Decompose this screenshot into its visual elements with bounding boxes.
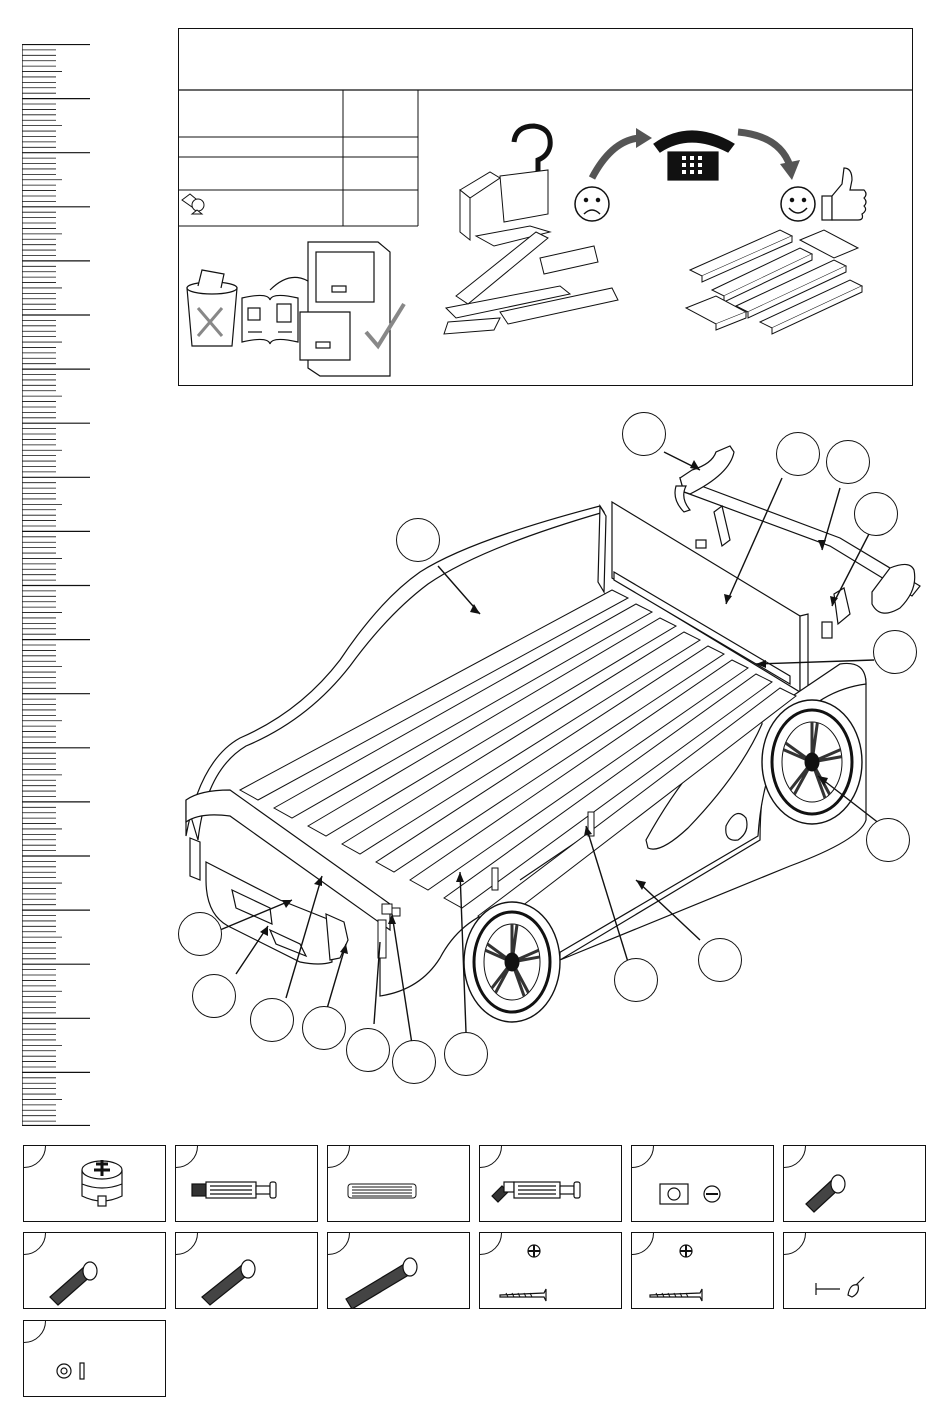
callout-13 — [250, 998, 294, 1042]
cam-lock-icon — [24, 1146, 166, 1222]
callout-5 — [873, 630, 917, 674]
hardware-angled-cam-bolt — [479, 1145, 622, 1222]
hardware-long-screw — [631, 1232, 774, 1309]
callout-2 — [776, 432, 820, 476]
wood-dowel-icon — [328, 1146, 470, 1222]
hardware-long-dowel — [175, 1232, 318, 1309]
hardware-cover-cap — [631, 1145, 774, 1222]
long-screw-icon — [632, 1233, 774, 1309]
short-screw-icon — [480, 1233, 622, 1309]
hardware-extra-long-dowel — [327, 1232, 470, 1309]
callout-8 — [614, 958, 658, 1002]
front-wheel — [464, 902, 560, 1022]
long-dowel-icon — [176, 1233, 318, 1309]
nail-icon — [784, 1233, 926, 1309]
callout-1 — [622, 412, 666, 456]
extra-long-dowel-icon — [328, 1233, 470, 1309]
medium-dowel-icon — [24, 1233, 166, 1309]
hardware-cam-lock — [23, 1145, 166, 1222]
callout-15 — [178, 912, 222, 956]
callout-9 — [444, 1032, 488, 1076]
callout-12 — [302, 1006, 346, 1050]
hardware-washer — [23, 1320, 166, 1397]
cover-cap-icon — [632, 1146, 774, 1222]
callout-10 — [392, 1040, 436, 1084]
hardware-short-dowel — [783, 1145, 926, 1222]
short-dowel-icon — [784, 1146, 926, 1222]
hardware-wood-dowel — [327, 1145, 470, 1222]
hardware-short-screw — [479, 1232, 622, 1309]
hardware-medium-dowel — [23, 1232, 166, 1309]
callout-6 — [866, 818, 910, 862]
rear-wheel — [762, 700, 862, 824]
cam-bolt-icon — [176, 1146, 318, 1222]
angled-cam-bolt-icon — [480, 1146, 622, 1222]
callout-3 — [826, 440, 870, 484]
callout-14 — [192, 974, 236, 1018]
callout-4 — [854, 492, 898, 536]
callout-16 — [396, 518, 440, 562]
callout-7 — [698, 938, 742, 982]
washer-icon — [24, 1321, 166, 1397]
callout-11 — [346, 1028, 390, 1072]
hardware-cam-bolt — [175, 1145, 318, 1222]
hardware-nail — [783, 1232, 926, 1309]
